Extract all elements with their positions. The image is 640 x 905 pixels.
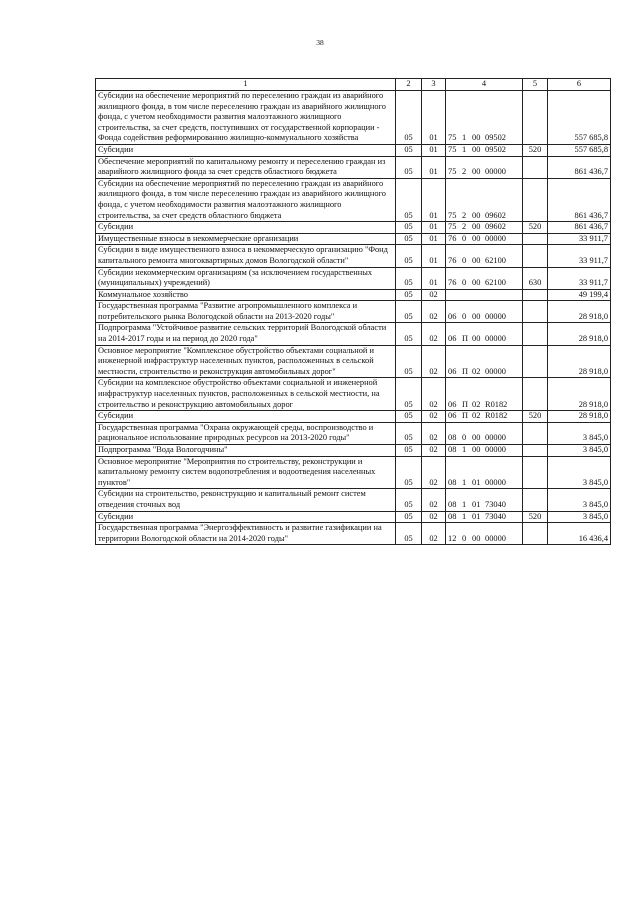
expense-type-cell xyxy=(523,301,548,323)
table-row xyxy=(96,178,611,221)
target-article-part: 06 xyxy=(448,334,457,344)
subsection-code-cell: 01 xyxy=(422,91,446,145)
amount-cell: 28 918,0 xyxy=(548,411,611,423)
section-code-cell: 05 xyxy=(396,345,422,378)
section-code-cell: 05 xyxy=(396,91,422,145)
target-article-part: 08 xyxy=(448,499,457,509)
subsection-code-cell: 01 xyxy=(422,245,446,267)
target-article-part: 2 xyxy=(462,222,467,232)
subsection-code-cell: 02 xyxy=(422,523,446,545)
target-article-part: 2 xyxy=(462,167,467,177)
subsection-code-cell: 02 xyxy=(422,345,446,378)
row-name-cell: Государственная программа "Развитие агропромышленного комплекса и потребительского рынка Вологодской области на 2013-2020 годы" xyxy=(96,301,396,323)
subsection-code-cell: 02 xyxy=(422,411,446,423)
target-article-part: 0 xyxy=(462,311,467,321)
section-code-cell: 05 xyxy=(396,411,422,423)
subsection-code-cell: 02 xyxy=(422,301,446,323)
row-name-cell: Субсидии на обеспечение мероприятий по переселению граждан из аварийного жилищного фонда, в том числе переселению граждан из аварийного жилищного фонда, с учетом необходимости развития малоэтажного жилищного строительства, за счет средств областного бюджета xyxy=(96,178,396,221)
table-row xyxy=(96,323,611,345)
target-article-part: 1 xyxy=(462,511,467,521)
amount-cell: 33 911,7 xyxy=(548,233,611,245)
expense-type-cell: 520 xyxy=(523,222,548,234)
target-article-part: 06 xyxy=(448,411,457,421)
target-article-part: 06 xyxy=(448,311,457,321)
target-article-part: 00 xyxy=(472,533,481,543)
target-article-part: 76 xyxy=(448,233,457,243)
target-article-part: 75 xyxy=(448,133,457,143)
target-article-part: 2 xyxy=(462,210,467,220)
section-code-cell: 05 xyxy=(396,422,422,444)
row-name-cell: Субсидии некоммерческим организациям (за исключением государственных (муниципальных) учреждений) xyxy=(96,267,396,289)
amount-cell: 557 685,8 xyxy=(548,91,611,145)
target-article-part: R0182 xyxy=(485,411,508,421)
target-article-part: 00000 xyxy=(485,167,506,177)
header-cell: 2 xyxy=(396,79,422,91)
target-article-part: 00000 xyxy=(485,477,506,487)
target-article-part: 08 xyxy=(448,445,457,454)
target-article-part: 75 xyxy=(448,210,457,220)
amount-cell: 28 918,0 xyxy=(548,301,611,323)
section-code-cell: 05 xyxy=(396,323,422,345)
target-article-part: 00 xyxy=(472,233,481,243)
target-article-part: 02 xyxy=(472,366,481,376)
target-article-part: 1 xyxy=(462,144,467,154)
table-row xyxy=(96,301,611,323)
amount-cell: 33 911,7 xyxy=(548,267,611,289)
section-code-cell: 05 xyxy=(396,144,422,156)
target-article-part: 08 xyxy=(448,477,457,487)
subsection-code-cell: 01 xyxy=(422,156,446,178)
target-article-part: 00000 xyxy=(485,233,506,243)
target-article-part: 08 xyxy=(448,433,457,443)
target-article-part: 1 xyxy=(462,499,467,509)
amount-cell: 49 199,4 xyxy=(548,289,611,301)
subsection-code-cell: 01 xyxy=(422,267,446,289)
target-article-cell xyxy=(446,289,523,301)
table-row xyxy=(96,156,611,178)
target-article-part: 00 xyxy=(472,278,481,288)
target-article-part: 00 xyxy=(472,255,481,265)
target-article-part: 00000 xyxy=(485,366,506,376)
target-article-cell xyxy=(446,156,523,178)
expense-type-cell xyxy=(523,422,548,444)
table-row xyxy=(96,91,611,145)
amount-cell: 861 436,7 xyxy=(548,178,611,221)
target-article-part: 01 xyxy=(472,499,481,509)
target-article-part: 01 xyxy=(472,477,481,487)
amount-cell: 28 918,0 xyxy=(548,345,611,378)
amount-cell: 3 845,0 xyxy=(548,456,611,489)
row-name-cell: Обеспечение мероприятий по капитальному ремонту и переселению граждан из аварийного жилищного фонда за счет средств областного бюджета xyxy=(96,156,396,178)
row-name-cell: Государственная программа "Охрана окружающей среды, воспроизводство и рациональное использование природных ресурсов на 2013-2020 годы" xyxy=(96,422,396,444)
row-name-cell: Субсидии на комплексное обустройство объектами социальной и инженерной инфраструктур населенных пунктов, расположенных в сельской местности, на строительство и реконструкцию автомобильных дорог xyxy=(96,378,396,411)
section-code-cell: 05 xyxy=(396,523,422,545)
table-row xyxy=(96,411,611,423)
row-name-cell: Имущественные взносы в некоммерческие организации xyxy=(96,233,396,245)
section-code-cell: 05 xyxy=(396,489,422,511)
target-article-part: 76 xyxy=(448,278,457,288)
target-article-part: 00000 xyxy=(485,533,506,543)
target-article-part: 0 xyxy=(462,533,467,543)
amount-cell: 3 845,0 xyxy=(548,489,611,511)
section-code-cell: 05 xyxy=(396,156,422,178)
target-article-part: 0 xyxy=(462,433,467,443)
target-article-part: 02 xyxy=(472,399,481,409)
table-row xyxy=(96,222,611,234)
target-article-part: 0 xyxy=(462,278,467,288)
target-article-part: 01 xyxy=(472,511,481,521)
section-code-cell: 05 xyxy=(396,222,422,234)
subsection-code-cell: 02 xyxy=(422,289,446,301)
section-code-cell: 05 xyxy=(396,378,422,411)
section-code-cell: 05 xyxy=(396,245,422,267)
header-cell: 1 xyxy=(96,79,396,91)
header-cell: 5 xyxy=(523,79,548,91)
section-code-cell: 05 xyxy=(396,301,422,323)
target-article-cell xyxy=(446,178,523,221)
target-article-part: 00 xyxy=(472,311,481,321)
subsection-code-cell: 02 xyxy=(422,323,446,345)
target-article-part: 00 xyxy=(472,433,481,443)
target-article-cell xyxy=(446,378,523,411)
table-row xyxy=(96,267,611,289)
amount-cell: 28 918,0 xyxy=(548,378,611,411)
target-article-part: 00 xyxy=(472,144,481,154)
expense-type-cell xyxy=(523,378,548,411)
section-code-cell: 05 xyxy=(396,233,422,245)
table-row xyxy=(96,523,611,545)
target-article-cell xyxy=(446,445,523,457)
table-row xyxy=(96,422,611,444)
target-article-part: 00000 xyxy=(485,311,506,321)
target-article-part: 00000 xyxy=(485,445,506,454)
amount-cell: 16 436,4 xyxy=(548,523,611,545)
row-name-cell: Государственная программа "Энергоэффективность и развитие газификации на территории Вологодской области на 2014-2020 годы" xyxy=(96,523,396,545)
table-row xyxy=(96,245,611,267)
subsection-code-cell: 01 xyxy=(422,222,446,234)
target-article-part: 0 xyxy=(462,233,467,243)
target-article-cell xyxy=(446,411,523,423)
subsection-code-cell: 01 xyxy=(422,144,446,156)
row-name-cell: Коммунальное хозяйство xyxy=(96,289,396,301)
expense-type-cell xyxy=(523,323,548,345)
target-article-part: 06 xyxy=(448,399,457,409)
header-cell: 6 xyxy=(548,79,611,91)
row-name-cell: Субсидии на строительство, реконструкцию и капитальный ремонт систем отведения сточных вод xyxy=(96,489,396,511)
expense-type-cell xyxy=(523,91,548,145)
page-number: 38 xyxy=(316,38,324,47)
target-article-part: 73040 xyxy=(485,511,506,521)
row-name-cell: Субсидии xyxy=(96,222,396,234)
section-code-cell: 05 xyxy=(396,456,422,489)
target-article-part: 09602 xyxy=(485,210,506,220)
expense-type-cell: 520 xyxy=(523,144,548,156)
table-row xyxy=(96,489,611,511)
row-name-cell: Субсидии xyxy=(96,144,396,156)
target-article-part: П xyxy=(462,366,469,376)
table-row xyxy=(96,456,611,489)
section-code-cell: 05 xyxy=(396,511,422,523)
table-row xyxy=(96,378,611,411)
table-row xyxy=(96,345,611,378)
target-article-part: 08 xyxy=(448,511,457,521)
target-article-part: 75 xyxy=(448,144,457,154)
section-code-cell: 05 xyxy=(396,289,422,301)
table-row xyxy=(96,233,611,245)
subsection-code-cell: 02 xyxy=(422,511,446,523)
target-article-part: 73040 xyxy=(485,499,506,509)
section-code-cell: 05 xyxy=(396,178,422,221)
subsection-code-cell: 02 xyxy=(422,456,446,489)
target-article-cell xyxy=(446,323,523,345)
target-article-part: 62100 xyxy=(485,255,506,265)
expense-type-cell xyxy=(523,156,548,178)
target-article-cell xyxy=(446,267,523,289)
budget-table xyxy=(95,78,611,545)
row-name-cell: Субсидии в виде имущественного взноса в некоммерческую организацию "Фонд капитального ремонта многоквартирных домов Вологодской области" xyxy=(96,245,396,267)
expense-type-cell: 520 xyxy=(523,511,548,523)
row-name-cell: Субсидии xyxy=(96,411,396,423)
expense-type-cell xyxy=(523,233,548,245)
expense-type-cell xyxy=(523,456,548,489)
expense-type-cell xyxy=(523,245,548,267)
table-row xyxy=(96,289,611,301)
target-article-part: 00 xyxy=(472,210,481,220)
target-article-part: 09502 xyxy=(485,133,506,143)
amount-cell: 861 436,7 xyxy=(548,222,611,234)
target-article-part: 00 xyxy=(472,445,481,454)
expense-type-cell xyxy=(523,489,548,511)
subsection-code-cell: 01 xyxy=(422,233,446,245)
target-article-cell xyxy=(446,144,523,156)
target-article-part: 00000 xyxy=(485,334,506,344)
section-code-cell: 05 xyxy=(396,445,422,457)
target-article-cell xyxy=(446,91,523,145)
table-row xyxy=(96,511,611,523)
target-article-part: П xyxy=(462,411,469,421)
amount-cell: 3 845,0 xyxy=(548,511,611,523)
expense-type-cell xyxy=(523,523,548,545)
target-article-part: 00 xyxy=(472,334,481,344)
row-name-cell: Субсидии xyxy=(96,511,396,523)
target-article-part: 09502 xyxy=(485,144,506,154)
target-article-part: R0182 xyxy=(485,399,508,409)
target-article-cell xyxy=(446,489,523,511)
row-name-cell: Подпрограмма "Вода Вологодчины" xyxy=(96,445,396,457)
expense-type-cell xyxy=(523,178,548,221)
row-name-cell: Подпрограмма "Устойчивое развитие сельских территорий Вологодской области на 2014-2017 годы и на период до 2020 года" xyxy=(96,323,396,345)
target-article-cell xyxy=(446,345,523,378)
expense-type-cell: 630 xyxy=(523,267,548,289)
target-article-cell xyxy=(446,422,523,444)
target-article-cell xyxy=(446,222,523,234)
row-name-cell: Субсидии на обеспечение мероприятий по переселению граждан из аварийного жилищного фонда, в том числе переселению граждан из аварийного жилищного фонда, с учетом необходимости развития малоэтажного жилищного строительства, за счет средств, поступивших от государственной корпорации - Фонда содействия реформированию жилищно-коммунального хозяйства xyxy=(96,91,396,145)
target-article-cell xyxy=(446,511,523,523)
target-article-part: 62100 xyxy=(485,278,506,288)
target-article-part: 1 xyxy=(462,477,467,487)
target-article-part: 75 xyxy=(448,167,457,177)
amount-cell: 557 685,8 xyxy=(548,144,611,156)
amount-cell: 861 436,7 xyxy=(548,156,611,178)
target-article-part: П xyxy=(462,334,469,344)
target-article-cell xyxy=(446,301,523,323)
target-article-part: 76 xyxy=(448,255,457,265)
target-article-part: 09602 xyxy=(485,222,506,232)
amount-cell: 3 845,0 xyxy=(548,445,611,457)
amount-cell: 3 845,0 xyxy=(548,422,611,444)
target-article-cell xyxy=(446,233,523,245)
table-header-row xyxy=(96,79,611,91)
target-article-part: 00 xyxy=(472,167,481,177)
target-article-part: 00 xyxy=(472,133,481,143)
target-article-part: 1 xyxy=(462,445,467,454)
table-row xyxy=(96,144,611,156)
target-article-part: 06 xyxy=(448,366,457,376)
target-article-part: 75 xyxy=(448,222,457,232)
subsection-code-cell: 02 xyxy=(422,378,446,411)
subsection-code-cell: 01 xyxy=(422,178,446,221)
amount-cell: 28 918,0 xyxy=(548,323,611,345)
target-article-part: 12 xyxy=(448,533,457,543)
subsection-code-cell: 02 xyxy=(422,489,446,511)
header-cell: 3 xyxy=(422,79,446,91)
subsection-code-cell: 02 xyxy=(422,422,446,444)
expense-type-cell: 520 xyxy=(523,411,548,423)
amount-cell: 33 911,7 xyxy=(548,245,611,267)
target-article-part: 02 xyxy=(472,411,481,421)
target-article-cell xyxy=(446,456,523,489)
target-article-part: П xyxy=(462,399,469,409)
header-cell: 4 xyxy=(446,79,523,91)
target-article-part: 00 xyxy=(472,222,481,232)
expense-type-cell xyxy=(523,445,548,457)
expense-type-cell xyxy=(523,345,548,378)
target-article-part: 1 xyxy=(462,133,467,143)
target-article-cell xyxy=(446,523,523,545)
row-name-cell: Основное мероприятие "Комплексное обустройство объектами социальной и инженерной инфраструктур населенных пунктов, расположенных в сельской местности, строительство и реконструкция автомобильных дорог" xyxy=(96,345,396,378)
table-row xyxy=(96,445,611,457)
target-article-part: 00000 xyxy=(485,433,506,443)
subsection-code-cell: 02 xyxy=(422,445,446,457)
target-article-part: 0 xyxy=(462,255,467,265)
section-code-cell: 05 xyxy=(396,267,422,289)
target-article-cell xyxy=(446,245,523,267)
row-name-cell: Основное мероприятие "Мероприятия по строительству, реконструкции и капитальному ремонту систем водопотребления и водоотведения населенных пунктов" xyxy=(96,456,396,489)
expense-type-cell xyxy=(523,289,548,301)
